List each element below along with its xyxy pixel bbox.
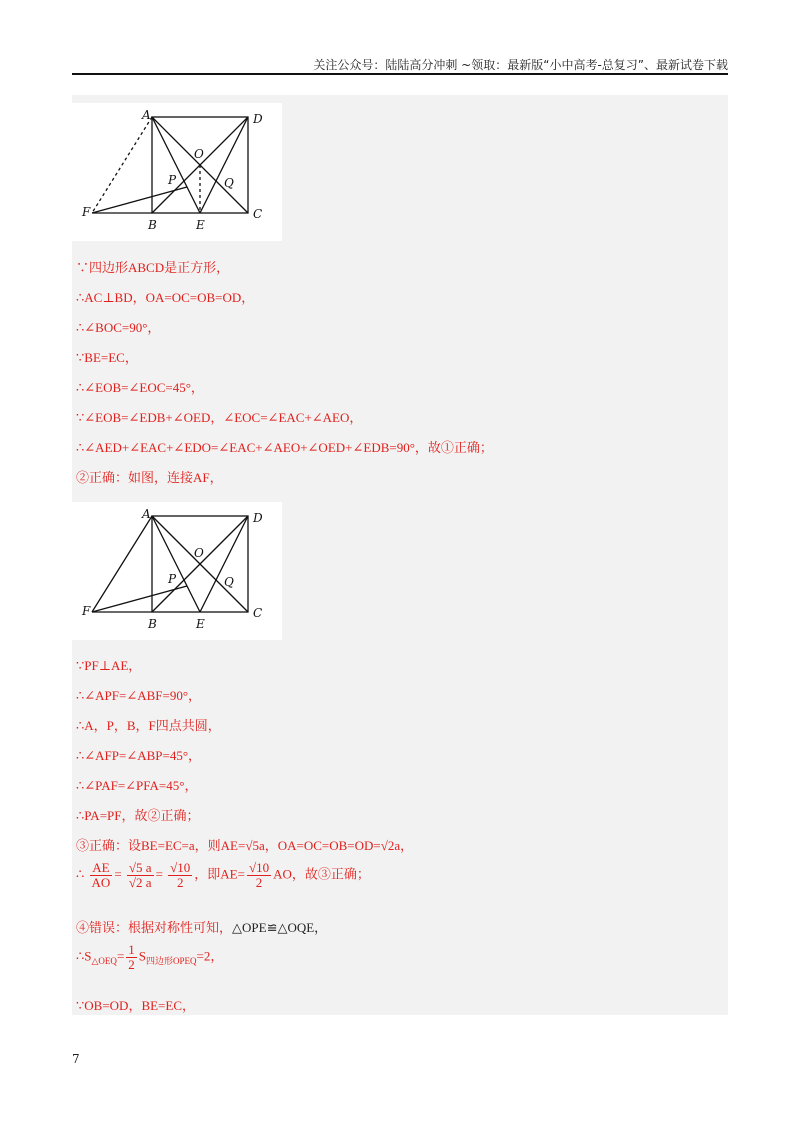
proof-line-4: ∵BE=EC， <box>76 350 138 365</box>
l18-part-d: =2， <box>196 948 224 964</box>
proof-line-18 <box>76 943 223 972</box>
label-b: B <box>148 218 157 232</box>
l15-part-e: a， <box>394 838 414 853</box>
label-f-2: F <box>82 604 91 618</box>
proof-line-12: ∴∠AFP=∠ABP=45°， <box>76 748 202 763</box>
sqrt2: √2 <box>380 838 395 853</box>
l18-part-c: S <box>138 948 147 964</box>
label-o: O <box>194 147 204 161</box>
label-a: A <box>142 108 151 122</box>
label-p-2: P <box>168 572 177 586</box>
proof-line-13: ∴∠PAF=∠PFA=45°， <box>76 778 198 793</box>
proof-line-3: ∴∠BOC=90°， <box>76 320 161 335</box>
l15-part-c: a，OA=OC=OB=OD= <box>258 838 381 853</box>
l18-part-a: ∴S <box>76 948 92 964</box>
segment-de-2 <box>200 516 248 612</box>
label-c: C <box>253 207 263 221</box>
label-c-2: C <box>253 606 263 620</box>
l17-congruence: △OPE≌△OQE， <box>232 920 328 935</box>
geometry-figure-1 <box>72 103 282 241</box>
proof-line-6: ∵∠EOB=∠EDB+∠OED，∠EOC=∠EAC+∠AEO， <box>76 410 363 425</box>
fraction-sqrt10-2-b: $\frac{√10}{2}$ <box>248 860 270 890</box>
square-diagram <box>72 103 282 241</box>
label-q-2: Q <box>224 575 234 589</box>
geometry-figure-2 <box>72 502 282 640</box>
fraction-sqrt10-2: $\frac{√10}{2}$ <box>170 860 191 890</box>
proof-line-15 <box>76 835 413 854</box>
l16-part-c: AO，故③正确； <box>273 866 370 882</box>
proof-line-10: ∴∠APF=∠ABF=90°， <box>76 688 202 703</box>
l16-therefore: ∴ <box>76 866 85 882</box>
label-d: D <box>253 112 263 126</box>
label-o-2: O <box>194 546 204 560</box>
page-header: 关注公众号：陆陆高分冲刺 ~领取：最新版“小中高考-总复习”、最新试卷下载 <box>313 58 728 72</box>
proof-line-8: ②正确：如图，连接AF， <box>76 470 223 485</box>
label-q: Q <box>224 176 234 190</box>
l18-part-b: = <box>116 948 125 964</box>
proof-line-17 <box>76 917 327 936</box>
proof-line-19: ∵OB=OD，BE=EC， <box>76 998 195 1013</box>
proof-line-9: ∵PF⊥AE， <box>76 658 142 673</box>
solution-content <box>72 95 728 1015</box>
proof-line-1: ∵四边形ABCD是正方形， <box>76 260 230 275</box>
label-b-2: B <box>148 617 157 631</box>
square-diagram-2 <box>72 502 282 640</box>
fraction-half: $\frac{1}{2}$ <box>128 942 135 972</box>
segment-ae <box>152 117 200 213</box>
l17-part-a: ④错误：根据对称性可知， <box>76 920 233 935</box>
equals-1: = <box>114 866 122 882</box>
page-number: 7 <box>72 1052 80 1066</box>
sqrt5: √5 <box>245 838 259 853</box>
l18-sub-1: △OEQ <box>91 956 117 967</box>
segment-ae-2 <box>152 516 200 612</box>
proof-line-5: ∴∠EOB=∠EOC=45°， <box>76 380 204 395</box>
fraction-ae-ao: $\frac{AE}{AO}$ <box>91 860 111 890</box>
label-e-2: E <box>196 617 205 631</box>
label-a-2: A <box>142 507 151 521</box>
label-p: P <box>168 173 177 187</box>
header-rule <box>72 73 728 75</box>
proof-line-7: ∴∠AED+∠EAC+∠EDO=∠EAC+∠AEO+∠OED+∠EDB=90°，故①正确； <box>76 440 493 455</box>
label-d-2: D <box>253 511 263 525</box>
l15-part-a: ③正确：设BE=EC=a，则AE= <box>76 838 246 853</box>
segment-de <box>200 117 248 213</box>
equals-2: = <box>155 866 163 882</box>
fraction-sqrt5-sqrt2: $\frac{√5 a}{√2 a}$ <box>128 860 152 890</box>
label-e: E <box>196 218 205 232</box>
l18-sub-2: 四边形OPEQ <box>146 956 197 967</box>
proof-line-11: ∴A，P，B，F四点共圆， <box>76 718 221 733</box>
label-f: F <box>82 205 91 219</box>
proof-line-14: ∴PA=PF，故②正确； <box>76 808 200 823</box>
proof-line-2: ∴AC⊥BD，OA=OC=OB=OD， <box>76 290 255 305</box>
l16-part-b: ，即AE= <box>194 866 245 882</box>
proof-line-16 <box>76 861 370 890</box>
